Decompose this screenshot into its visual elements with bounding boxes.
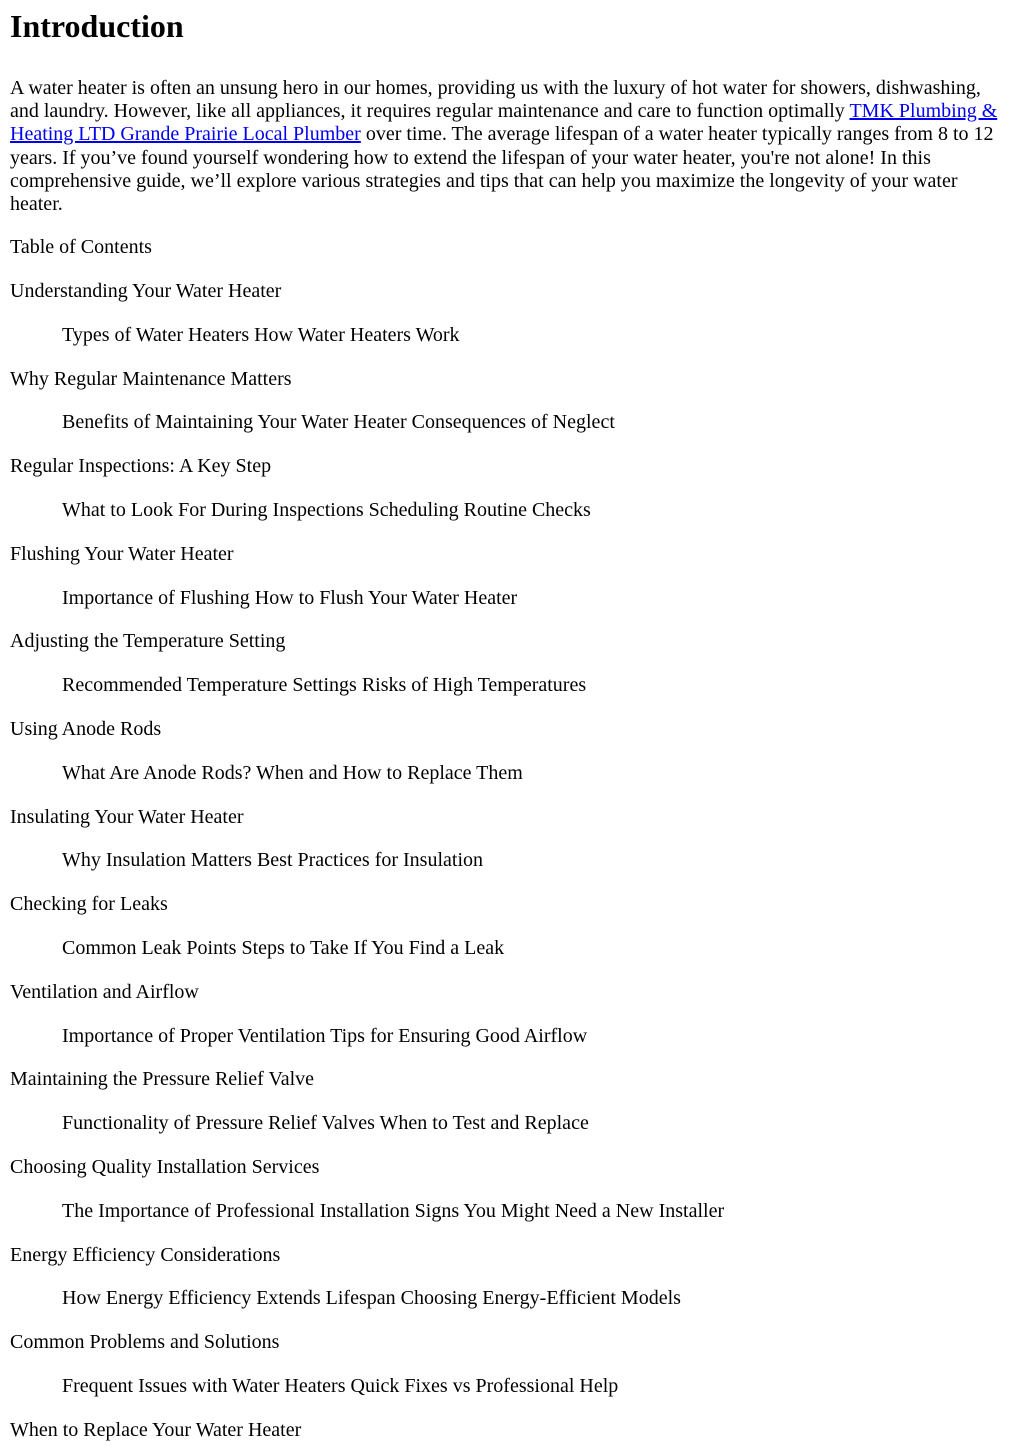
toc-subsection-item: Benefits of Maintaining Your Water Heater Consequences of Neglect [62, 411, 615, 434]
toc-subsection-item: The Importance of Professional Installation Signs You Might Need a New Installer [62, 1199, 725, 1222]
toc-section-item: Energy Efficiency Considerations [10, 1243, 281, 1266]
toc-section-item: Understanding Your Water Heater [10, 280, 282, 303]
table-of-contents [10, 280, 1014, 1442]
toc-subsection-item: Frequent Issues with Water Heaters Quick Fixes vs Professional Help [62, 1374, 619, 1397]
toc-subsection-item: Recommended Temperature Settings Risks of High Temperatures [62, 674, 587, 697]
toc-subsection-item: Why Insulation Matters Best Practices for Insulation [62, 849, 484, 872]
toc-section-item: Ventilation and Airflow [10, 980, 199, 1003]
toc-subsection-item: What to Look For During Inspections Scheduling Routine Checks [62, 499, 591, 521]
toc-subsection-item: Common Leak Points Steps to Take If You Find a Leak [62, 936, 505, 959]
toc-section-item: Maintaining the Pressure Relief Valve [10, 1068, 315, 1091]
article [0, 8, 1024, 1442]
toc-section-item: When to Replace Your Water Heater [10, 1418, 302, 1441]
toc-section-item: Insulating Your Water Heater [10, 805, 244, 828]
toc-subsection-item: Types of Water Heaters How Water Heaters Work [62, 323, 460, 346]
toc-title: Table of Contents [10, 236, 152, 259]
toc-section-item: Checking for Leaks [10, 893, 168, 916]
toc-subsection-item: Importance of Flushing How to Flush Your Water Heater [62, 586, 518, 609]
toc-section-item: Using Anode Rods [10, 717, 162, 740]
intro-text-after-link: over time. The average lifespan of a water heater typically ranges from 8 to 12 years. If you’ve found yourself wondering how to extend the lifespan of your water heater, you're not alone! In this comprehensive guide, we’ll explore various strategies and tips that can help you maximize the longevity of your water heater. [10, 123, 994, 216]
page-title: Introduction [10, 8, 184, 44]
toc-section-item: Why Regular Maintenance Matters [10, 367, 292, 390]
toc-subsection-item: Importance of Proper Ventilation Tips for Ensuring Good Airflow [62, 1024, 588, 1047]
intro-paragraph [10, 77, 1014, 216]
toc-subsection-item: Functionality of Pressure Relief Valves When to Test and Replace [62, 1112, 589, 1135]
toc-subsection-item: What Are Anode Rods? When and How to Replace Them [62, 761, 523, 784]
toc-section-item: Common Problems and Solutions [10, 1331, 280, 1354]
toc-section-item: Flushing Your Water Heater [10, 542, 234, 565]
toc-subsection-item: How Energy Efficiency Extends Lifespan Choosing Energy-Efficient Models [62, 1287, 681, 1310]
toc-section-item: Adjusting the Temperature Setting [10, 630, 286, 653]
intro-text-before-link: A water heater is often an unsung hero in our homes, providing us with the luxury of hot water for showers, dishwashing, and laundry. However, like all appliances, it requires regular maintenance and care to function optimally [10, 77, 981, 123]
toc-section-item: Regular Inspections: A Key Step [10, 455, 272, 478]
toc-section-item: Choosing Quality Installation Services [10, 1155, 320, 1178]
plumber-link[interactable]: TMK Plumbing & Heating LTD Grande Prairie Local Plumber [10, 100, 998, 146]
